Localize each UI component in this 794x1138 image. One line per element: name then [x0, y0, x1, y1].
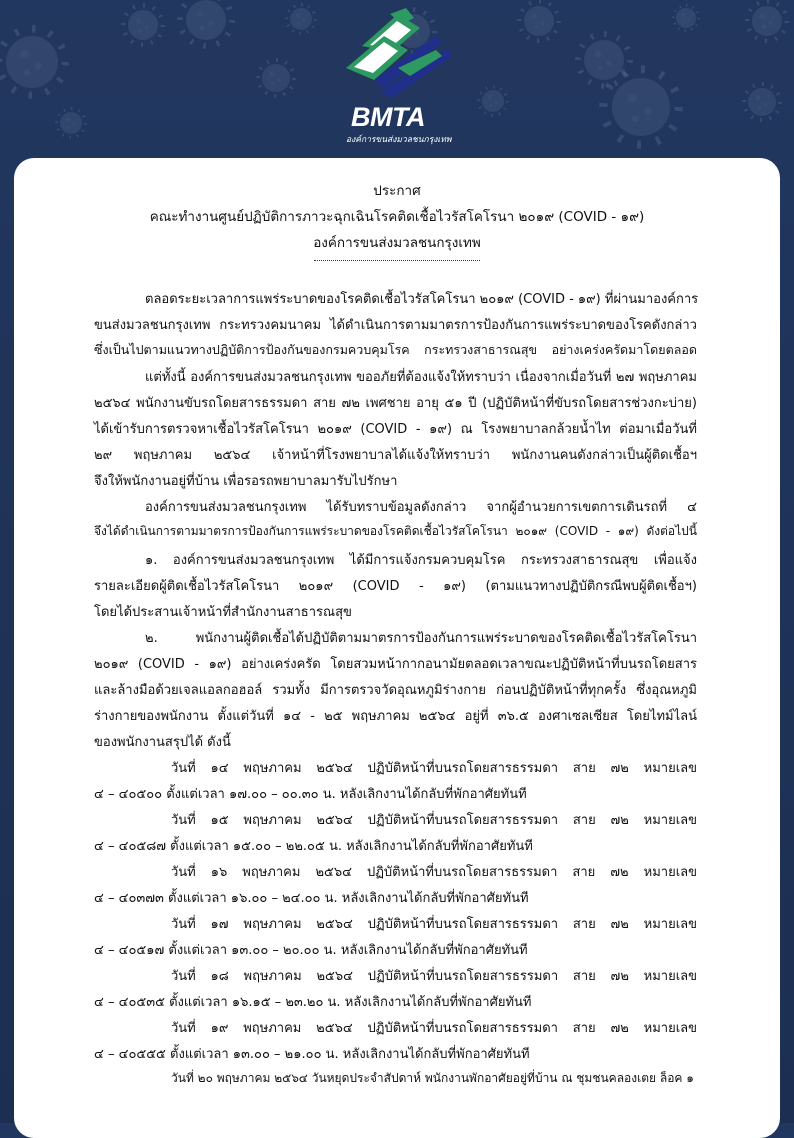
timeline-line: วันที่ ๑๕ พฤษภาคม ๒๕๖๔ ปฏิบัติหน้าที่บนรถโดยสารธรรมดา สาย ๗๒ หมายเลข — [171, 813, 697, 828]
timeline-line: ๔ – ๔๐๕๓๕ ตั้งแต่เวลา ๑๖.๑๕ – ๒๓.๒๐ น. หลังเลิกงานได้กลับที่พักอาศัยทันที — [94, 995, 532, 1010]
bmta-logo — [340, 6, 460, 144]
timeline-line: วันที่ ๑๙ พฤษภาคม ๒๕๖๔ ปฏิบัติหน้าที่บนรถโดยสารธรรมดา สาย ๗๒ หมายเลข — [171, 1021, 697, 1036]
body-line: และล้างมือด้วยเจลแอลกอฮอล์ รวมทั้ง มีการตรวจวัดอุณหภูมิร่างกาย ก่อนปฏิบัติหน้าที่ทุกครั้ง ซึ่งอุณหภูมิ — [94, 683, 697, 698]
virus-decoration — [752, 6, 782, 36]
body-line: ๒. พนักงานผู้ติดเชื้อได้ปฏิบัติตามมาตรการป้องกันการแพร่ระบาดของโรคติดเชื้อไวรัสโคโรนา — [145, 631, 697, 646]
logo-brand-text: BMTA — [351, 102, 425, 132]
body-line: ได้เข้ารับการตรวจหาเชื้อไวรัสโคโรนา ๒๐๑๙ (COVID - ๑๙) ณ โรงพยาบาลกล้วยน้ำไท ต่อมาเมื่อวันที่ — [94, 422, 697, 437]
virus-decoration — [6, 36, 58, 88]
body-line: ขนส่งมวลชนกรุงเทพ กระทรวงคมนาคม ได้ดำเนินการตามมาตรการป้องกันการแพร่ระบาดของโรคดังกล่าว — [94, 318, 697, 333]
virus-decoration — [290, 8, 312, 30]
bmta-logo-mark — [340, 6, 460, 102]
virus-decoration — [482, 90, 504, 112]
timeline-line: วันที่ ๑๔ พฤษภาคม ๒๕๖๔ ปฏิบัติหน้าที่บนรถโดยสารธรรมดา สาย ๗๒ หมายเลข — [171, 761, 697, 776]
body-line: ๒๐๑๙ (COVID - ๑๙) อย่างเคร่งครัด โดยสวมหน้ากากอนามัยตลอดเวลาขณะปฏิบัติหน้าที่บนรถโดยสาร — [94, 657, 697, 672]
timeline-line: วันที่ ๑๘ พฤษภาคม ๒๕๖๔ ปฏิบัติหน้าที่บนรถโดยสารธรรมดา สาย ๗๒ หมายเลข — [171, 969, 697, 984]
body-line: จึงได้ดำเนินการตามมาตรการป้องกันการแพร่ระบาดของโรคติดเชื้อไวรัสโคโรนา ๒๐๑๙ (COVID - ๑๙) ดังต่อไปนี้ — [94, 524, 697, 538]
body-line: ๒๙ พฤษภาคม ๒๕๖๔ เจ้าหน้าที่โรงพยาบาลได้แจ้งให้ทราบว่า พนักงานคนดังกล่าวเป็นผู้ติดเชื้อฯ — [94, 448, 697, 463]
timeline-line: ๔ – ๔๐๕๑๗ ตั้งแต่เวลา ๑๓.๐๐ – ๒๐.๐๐ น. หลังเลิกงานได้กลับที่พักอาศัยทันที — [94, 943, 528, 958]
body-line: จึงให้พนักงานอยู่ที่บ้าน เพื่อรอรถพยาบาลมารับไปรักษา — [94, 474, 398, 489]
timeline-line: ๔ – ๔๐๕๘๗ ตั้งแต่เวลา ๑๕.๐๐ – ๒๒.๐๕ น. หลังเลิกงานได้กลับที่พักอาศัยทันที — [94, 839, 533, 854]
timeline-line: ๔ – ๔๐๕๐๐ ตั้งแต่เวลา ๑๗.๐๐ – ๐๐.๓๐ น. หลังเลิกงานได้กลับที่พักอาศัยทันที — [94, 787, 527, 802]
timeline-line: ๔ – ๔๐๓๗๓ ตั้งแต่เวลา ๑๖.๐๐ – ๒๔.๐๐ น. หลังเลิกงานได้กลับที่พักอาศัยทันที — [94, 891, 529, 906]
announcement-card — [14, 158, 780, 1138]
body-line: รายละเอียดผู้ติดเชื้อไวรัสโคโรนา ๒๐๑๙ (COVID - ๑๙) (ตามแนวทางปฏิบัติกรณีพบผู้ติดเชื้อฯ) — [94, 579, 697, 594]
virus-decoration — [262, 64, 290, 92]
timeline-line: วันที่ ๑๖ พฤษภาคม ๒๕๖๔ ปฏิบัติหน้าที่บนรถโดยสารธรรมดา สาย ๗๒ หมายเลข — [171, 865, 697, 880]
announcement-subheading: คณะทำงานศูนย์ปฏิบัติการภาวะฉุกเฉินโรคติดเชื้อไวรัสโคโรนา ๒๐๑๙ (COVID - ๑๙) — [149, 209, 645, 225]
body-line: ของพนักงานสรุปได้ ดังนี้ — [94, 735, 231, 750]
announcement-organization: องค์การขนส่งมวลชนกรุงเทพ — [313, 235, 481, 251]
body-line: ๑. องค์การขนส่งมวลชนกรุงเทพ ได้มีการแจ้งกรมควบคุมโรค กระทรวงสาธารณสุข เพื่อแจ้ง — [145, 553, 697, 568]
virus-decoration — [186, 0, 226, 40]
virus-decoration — [60, 112, 82, 134]
virus-decoration — [676, 8, 696, 28]
body-line: องค์การขนส่งมวลชนกรุงเทพ ได้รับทราบข้อมูลดังกล่าว จากผู้อำนวยการเขตการเดินรถที่ ๔ — [145, 500, 697, 515]
virus-decoration — [612, 78, 670, 136]
announcement-heading: ประกาศ — [373, 183, 421, 199]
body-line: โดยได้ประสานเจ้าหน้าที่สำนักงานสาธารณสุข — [94, 605, 352, 620]
body-line: ซึ่งเป็นไปตามแนวทางปฏิบัติการป้องกันของกรมควบคุมโรค กระทรวงสาธารณสุข อย่างเคร่งครัดมาโดยตลอด — [94, 342, 697, 357]
virus-decoration — [524, 6, 554, 36]
body-line: ๒๕๖๔ พนักงานขับรถโดยสารธรรมดา สาย ๗๒ เพศชาย อายุ ๕๑ ปี (ปฏิบัติหน้าที่ขับรถโดยสารช่วงกะบ่าย) — [94, 396, 697, 411]
timeline-line: วันที่ ๑๗ พฤษภาคม ๒๕๖๔ ปฏิบัติหน้าที่บนรถโดยสารธรรมดา สาย ๗๒ หมายเลข — [171, 917, 697, 932]
virus-decoration — [128, 10, 158, 40]
body-line: ร่างกายของพนักงาน ตั้งแต่วันที่ ๑๔ - ๒๕ พฤษภาคม ๒๕๖๔ อยู่ที่ ๓๖.๕ องศาเซลเซียส โดยไทม์ไลน์ — [94, 709, 697, 724]
dotted-separator — [314, 260, 480, 261]
body-line: ตลอดระยะเวลาการแพร่ระบาดของโรคติดเชื้อไวรัสโคโรนา ๒๐๑๙ (COVID - ๑๙) ที่ผ่านมาองค์การ — [145, 292, 699, 307]
logo-org-name: องค์การขนส่งมวลชนกรุงเทพ — [346, 135, 452, 145]
body-line: แต่ทั้งนี้ องค์การขนส่งมวลชนกรุงเทพ ขออภัยที่ต้องแจ้งให้ทราบว่า เนื่องจากเมื่อวันที่ ๒๗ พฤษภาคม — [145, 370, 697, 385]
timeline-line: ๔ – ๔๐๕๕๕ ตั้งแต่เวลา ๑๓.๐๐ – ๒๑.๐๐ น. หลังเลิกงานได้กลับที่พักอาศัยทันที — [94, 1047, 530, 1062]
timeline-line: วันที่ ๒๐ พฤษภาคม ๒๕๖๔ วันหยุดประจำสัปดาห์ พนักงานพักอาศัยอยู่ที่บ้าน ณ ชุมชนคลองเตย ล็อค ๑ — [171, 1071, 694, 1085]
virus-decoration — [748, 88, 776, 116]
